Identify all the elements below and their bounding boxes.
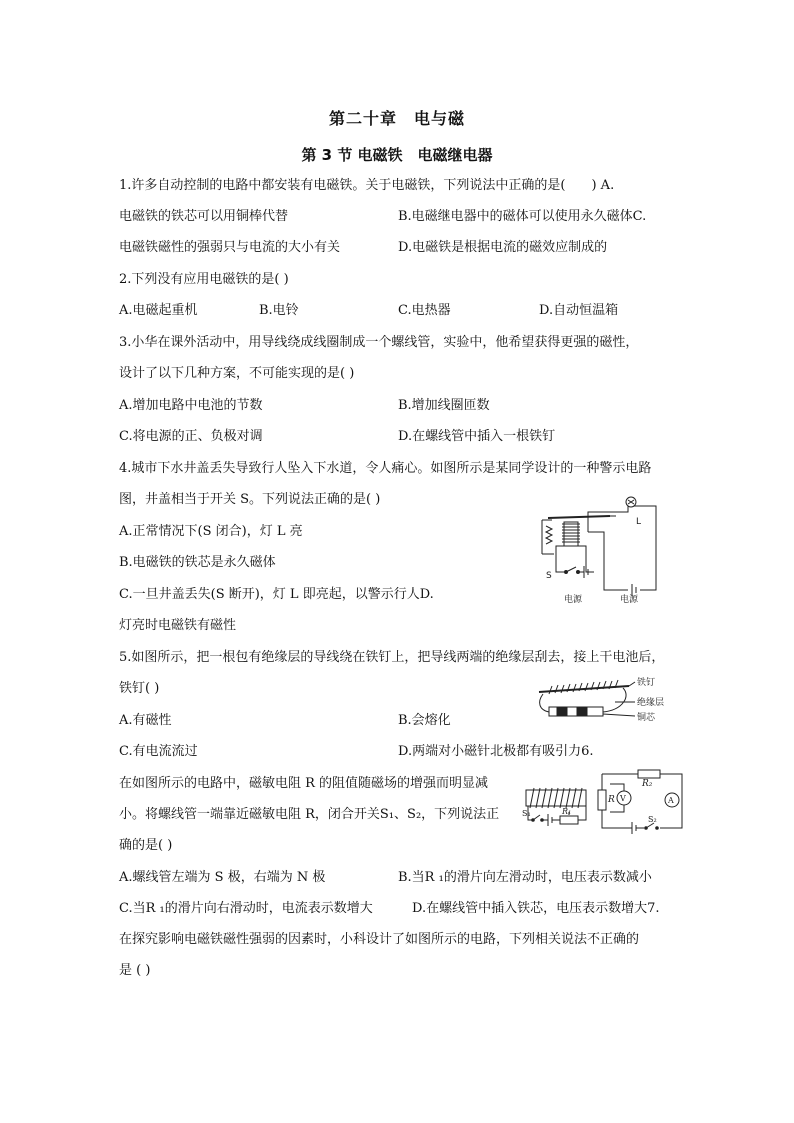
q3-option-d: D.在螺线管中插入一根铁钉 [398, 429, 556, 444]
q5-option-a: A.有磁性 [119, 713, 172, 728]
q2-stem: 2.下列没有应用电磁铁的是( ) [119, 272, 289, 287]
q6-option-a: A.螺线管左端为 S 极，右端为 N 极 [119, 870, 326, 885]
q6-s2-label: S₂ [648, 815, 657, 824]
q1-option-b: B.电磁继电器中的磁体可以使用永久磁体C. [398, 209, 647, 224]
q7-stem-line1: 在探究影响电磁铁磁性强弱的因素时，小科设计了如图所示的电路，下列相关说法不正确的 [119, 932, 640, 947]
q3-stem-line1: 3.小华在课外活动中，用导线绕成线圈制成一个螺线管，实验中，他希望获得更强的磁性， [119, 335, 639, 350]
q6-stem-line2: 小。将螺线管一端靠近磁敏电阻 R，闭合开关S₁、S₂，下列说法正 [119, 807, 500, 822]
q6-r-label: R [608, 795, 615, 805]
q5-stem-line1: 5.如图所示，把一根包有绝缘层的导线绕在铁钉上，把导线两端的绝缘层刮去，接上干电池后， [119, 650, 665, 665]
q6-s1-label: S₁ [522, 809, 531, 818]
q2-option-a: A.电磁起重机 [119, 303, 198, 318]
q1-option-d: D.电磁铁是根据电流的磁效应制成的 [398, 240, 608, 255]
section-title: 第 3 节 电磁铁 电磁继电器 [301, 146, 493, 164]
q4-switch-label: S [546, 571, 552, 581]
q4-source-label-right: 电源 [620, 595, 639, 604]
q5-stem-line2: 铁钉( ) [119, 681, 160, 696]
q6-stem-line1: 在如图所示的电路中，磁敏电阻 R 的阻值随磁场的增强而明显减 [119, 776, 489, 791]
q6-stem-line3: 确的是( ) [119, 838, 173, 853]
q5-option-c: C.有电流流过 [119, 744, 198, 759]
q6-r1-label: R₁ [562, 807, 572, 816]
q3-option-c: C.将电源的正、负极对调 [119, 429, 263, 444]
q5-option-d: D.两端对小磁针北极都有吸引力6. [398, 744, 594, 759]
q6-option-b: B.当R ₁的滑片向左滑动时，电压表示数减小 [398, 870, 652, 885]
q7-stem-line2: 是 ( ) [119, 963, 151, 978]
q2-option-d: D.自动恒温箱 [539, 303, 619, 318]
q6-voltmeter-label: V [620, 794, 626, 803]
q1-option-a: 电磁铁的铁芯可以用铜棒代替 [119, 209, 289, 224]
q6-option-d: D.在螺线管中插入铁芯，电压表示数增大7. [412, 901, 660, 916]
q3-option-a: A.增加电路中电池的节数 [119, 398, 263, 413]
q5-insulation-label: 绝缘层 [637, 698, 665, 708]
q4-option-a: A.正常情况下(S 闭合)，灯 L 亮 [119, 524, 303, 539]
q1-option-c: 电磁铁磁性的强弱只与电流的大小有关 [119, 240, 341, 255]
q5-copper-label: 铜芯 [637, 713, 656, 723]
q2-option-c: C.电热器 [398, 303, 451, 318]
q4-stem-line2: 图，井盖相当于开关 S。下列说法正确的是( ) [119, 492, 381, 507]
q3-option-b: B.增加线圈匝数 [398, 398, 490, 413]
q4-option-b: B.电磁铁的铁芯是永久磁体 [119, 555, 276, 570]
q5-nail-label: 铁钉 [637, 678, 656, 688]
q2-option-b: B.电铃 [259, 303, 299, 318]
q4-relay-circuit-figure [528, 492, 668, 604]
q6-option-c: C.当R ₁的滑片向右滑动时，电流表示数增大 [119, 901, 373, 916]
q4-stem-line1: 4.城市下水井盖丢失导致行人坠入下水道，令人痛心。如图所示是某同学设计的一种警示电路 [119, 461, 652, 476]
q4-option-d: 灯亮时电磁铁有磁性 [119, 618, 237, 633]
q6-ammeter-label: A [668, 796, 674, 805]
q6-magnetoresistor-circuit-figure [520, 768, 688, 838]
q4-option-c: C.一旦井盖丢失(S 断开)，灯 L 即亮起，以警示行人D. [119, 587, 434, 602]
q6-r2-label: R₂ [642, 779, 653, 789]
chapter-title: 第二十章 电与磁 [328, 109, 465, 128]
q3-stem-line2: 设计了以下几种方案，不可能实现的是( ) [119, 366, 355, 381]
q5-nail-coil-figure [533, 672, 673, 724]
q1-stem: 1.许多自动控制的电路中都安装有电磁铁。关于电磁铁，下列说法中正确的是( ) A. [119, 178, 615, 193]
q5-option-b: B.会熔化 [398, 713, 451, 728]
q4-lamp-label: L [636, 517, 642, 527]
q4-source-label-left: 电源 [564, 595, 583, 604]
